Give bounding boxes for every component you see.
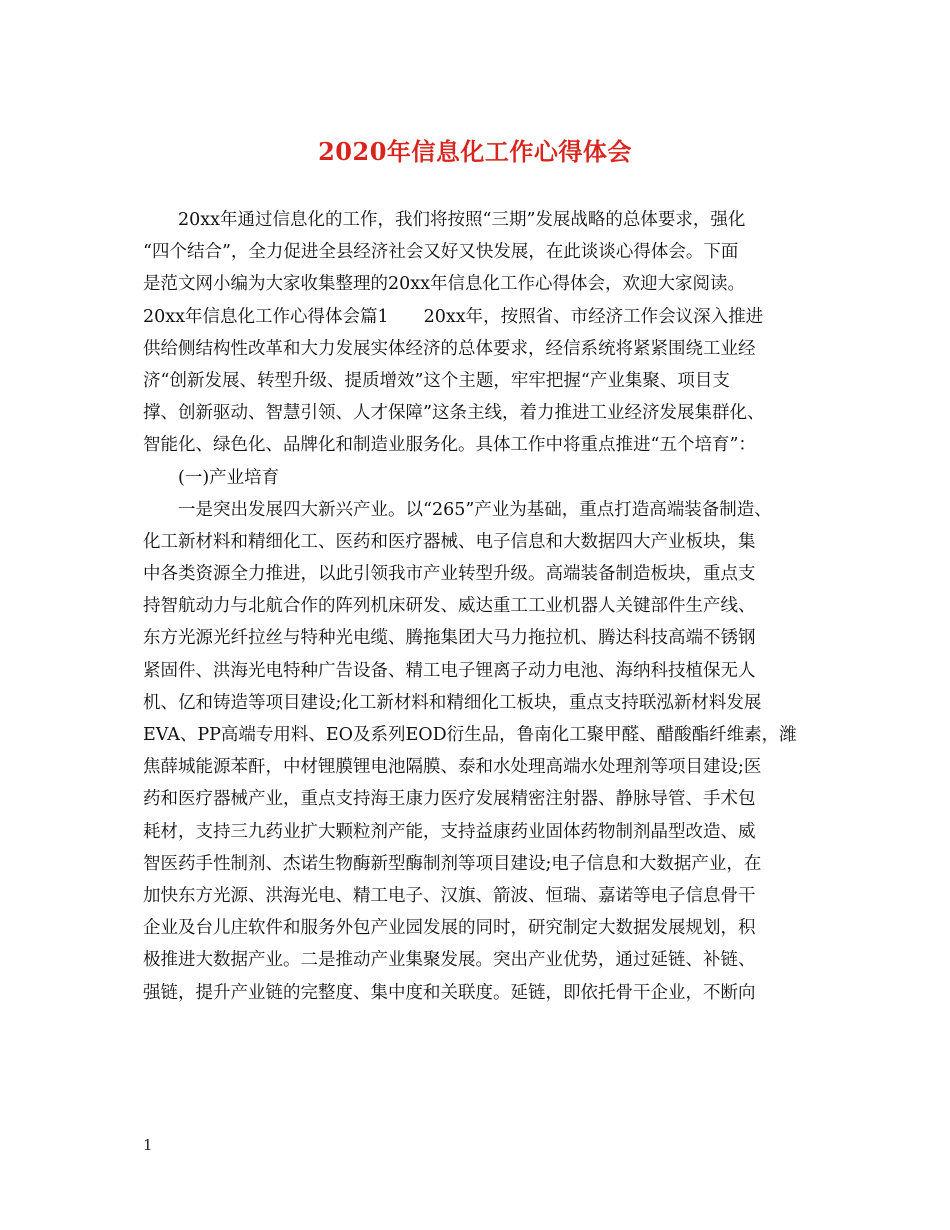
page-number: 1 [143, 1136, 153, 1154]
text-line: 持智航动力与北航合作的阵列机床研发、威达重工工业机器人关键部件生产线、 [143, 596, 756, 617]
text-line: 焦薛城能源苯酐，中材锂膜锂电池隔膜、泰和水处理高端水处理剂等项目建设;医 [143, 757, 762, 778]
text-line: 化工新材料和精细化工、医药和医疗器械、电子信息和大数据四大产业板块，集 [143, 531, 756, 552]
text-line: 加快东方光源、洪海光电、精工电子、汉旗、箭波、恒瑞、嘉诺等电子信息骨干 [143, 885, 756, 906]
text-line: 中各类资源全力推进，以此引领我市产业转型升级。高端装备制造板块，重点支 [143, 564, 756, 585]
text-line: 是范文网小编为大家收集整理的20xx年信息化工作心得体会，欢迎大家阅读。 [143, 274, 746, 295]
text-line: EVA、PP高端专用料、EO及系列EOD衍生品，鲁南化工聚甲醛、醋酸酯纤维素，潍 [143, 725, 797, 745]
text-line: 耗材，支持三九药业扩大颗粒剂产能，支持益康药业固体药物制剂晶型改造、威 [143, 821, 756, 842]
text-line: 智能化、绿色化、品牌化和制造业服务化。具体工作中将重点推进“五个培育”： [143, 435, 756, 456]
text-line: 药和医疗器械产业，重点支持海王康力医疗发展精密注射器、静脉导管、手术包 [143, 789, 756, 810]
text-line: (一)产业培育 [178, 467, 280, 488]
text-line: 紧固件、洪海光电特种广告设备、精工电子锂离子动力电池、海纳科技植保无人 [143, 660, 756, 681]
text-line: “四个结合”，全力促进全县经济社会又好又快发展，在此谈谈心得体会。下面 [143, 242, 739, 263]
text-line: 一是突出发展四大新兴产业。以“265”产业为基础，重点打造高端装备制造、 [178, 499, 772, 520]
text-line: 济“创新发展、转型升级、提质增效”这个主题，牢牢把握“产业集聚、项目支 [143, 370, 730, 391]
text-line: 供给侧结构性改革和大力发展实体经济的总体要求，经信系统将紧紧围绕工业经 [143, 338, 756, 359]
text-line: 极推进大数据产业。二是推动产业集聚发展。突出产业优势，通过延链、补链、 [143, 950, 756, 971]
text-line: 撑、创新驱动、智慧引领、人才保障”这条主线，着力推进工业经济发展集群化、 [143, 403, 765, 424]
document-body [143, 204, 823, 1009]
text-line: 智医药手性制剂、杰诺生物酶新型酶制剂等项目建设;电子信息和大数据产业，在 [143, 853, 762, 874]
text-line: 企业及台儿庄软件和服务外包产业园发展的同时，研究制定大数据发展规划，积 [143, 918, 756, 939]
text-line: 20xx年通过信息化的工作，我们将按照“三期”发展战略的总体要求，强化 [178, 210, 746, 230]
document-title: 2020年信息化工作心得体会 [318, 137, 632, 166]
text-line: 东方光源光纤拉丝与特种光电缆、腾拖集团大马力拖拉机、腾达科技高端不锈钢 [143, 628, 756, 649]
text-line: 强链，提升产业链的完整度、集中度和关联度。延链，即依托骨干企业，不断向 [143, 982, 756, 1003]
text-line: 20xx年信息化工作心得体会篇1 20xx年，按照省、市经济工作会议深入推进 [143, 306, 764, 327]
text-line: 机、亿和铸造等项目建设;化工新材料和精细化工板块，重点支持联泓新材料发展 [143, 692, 762, 713]
